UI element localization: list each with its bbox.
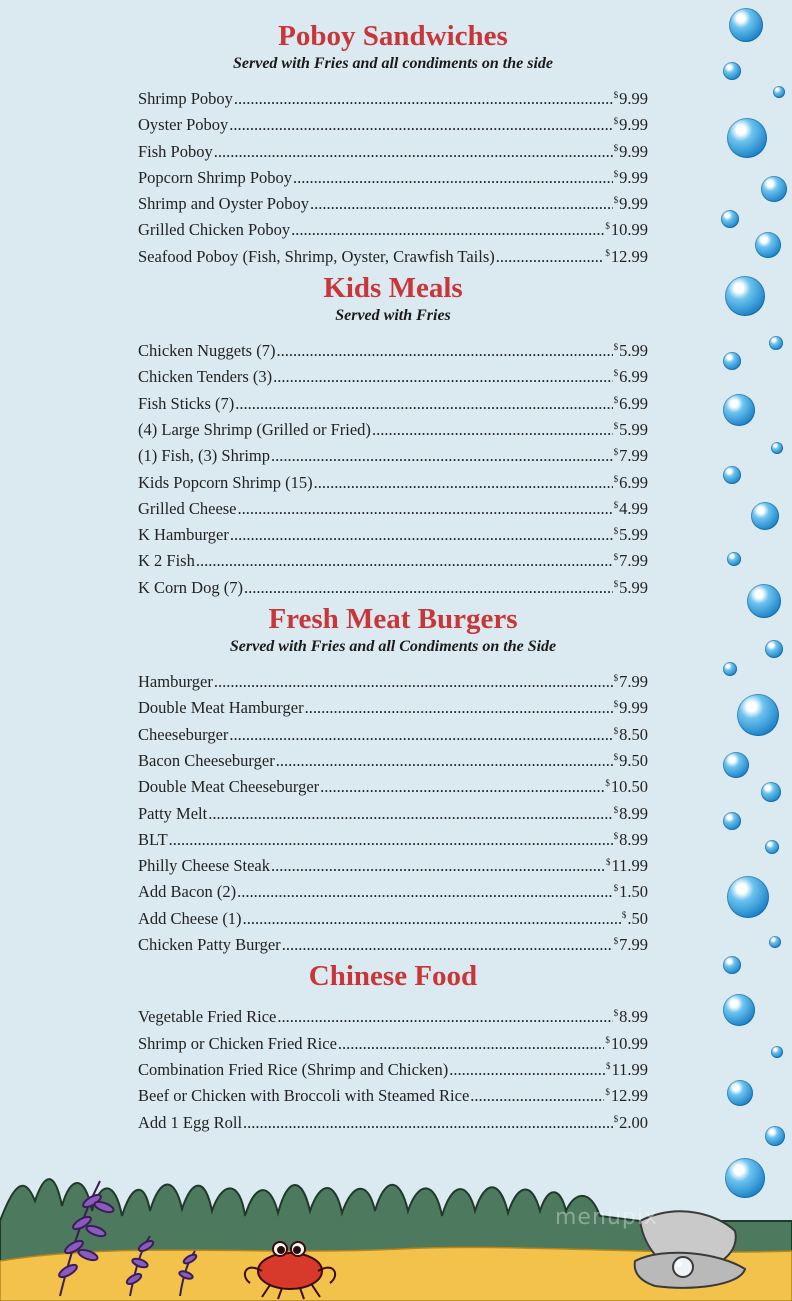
menu-item-name: Fish Sticks (7) (138, 393, 235, 413)
menu-item-name: Add Cheese (1) (138, 908, 242, 928)
menu-item (138, 413, 648, 439)
currency-symbol: $ (613, 830, 619, 841)
menu-item (138, 691, 648, 717)
menu-item-name: Bacon Cheeseburger (138, 750, 275, 770)
currency-symbol: $ (613, 420, 619, 431)
menu-item (138, 213, 648, 239)
bubble-icon (765, 1126, 785, 1146)
currency-symbol: $ (613, 552, 619, 563)
menu-item (138, 187, 648, 213)
dot-leader (208, 801, 612, 827)
bubbles-decoration (717, 0, 792, 1210)
section-title: Fresh Meat Burgers (268, 603, 518, 636)
dot-leader (496, 244, 605, 270)
menu-item-name: Shrimp Poboy (138, 89, 233, 108)
dot-leader (305, 695, 613, 721)
menu-item-name: BLT (138, 829, 168, 849)
price-value: 11.99 (611, 1059, 648, 1079)
currency-symbol: $ (605, 857, 611, 868)
price-value: 8.99 (619, 829, 648, 849)
currency-symbol: $ (605, 1034, 610, 1045)
dot-leader (314, 470, 613, 496)
currency-symbol: $ (605, 1087, 610, 1098)
menu-item-price (614, 1106, 648, 1136)
menu-item-name: (1) Fish, (3) Shrimp (138, 446, 270, 466)
section-title: Poboy Sandwiches (278, 20, 508, 52)
price-value: 1.50 (619, 882, 648, 902)
bubble-icon (769, 336, 783, 350)
menu-item (138, 1053, 648, 1079)
menu-item-name: Chicken Patty Burger (138, 935, 281, 955)
menu-item-name: Cheeseburger (138, 724, 229, 744)
bubble-icon (727, 552, 741, 566)
currency-symbol: $ (613, 1113, 619, 1124)
menu-item (138, 1106, 648, 1132)
dot-leader (291, 217, 604, 243)
dot-leader (169, 827, 613, 853)
dot-leader (214, 139, 613, 165)
dot-leader (230, 522, 613, 548)
menu-item (138, 928, 648, 954)
watermark: menupix (555, 1205, 658, 1230)
price-value: 8.50 (619, 724, 648, 744)
menu-item (138, 439, 648, 465)
currency-symbol: $ (613, 578, 619, 589)
menu-item-name: Patty Melt (138, 803, 208, 823)
price-value: 12.99 (610, 1086, 648, 1106)
menu-item (138, 571, 648, 597)
menu-item-name: Add Bacon (2) (138, 882, 237, 902)
currency-symbol: $ (613, 499, 619, 510)
menu-item-name: Hamburger (138, 672, 213, 692)
currency-symbol: $ (613, 883, 619, 894)
price-value: 9.99 (619, 698, 648, 718)
dot-leader (277, 1004, 612, 1030)
currency-symbol: $ (613, 116, 619, 127)
menu-item-name: Chicken Nuggets (7) (138, 341, 276, 361)
menu-item (138, 902, 648, 928)
menu-item-name: Seafood Poboy (Fish, Shrimp, Oyster, Crawfish Tails) (138, 246, 495, 266)
menu-item (138, 161, 648, 187)
price-value: 7.99 (619, 935, 648, 955)
menu-item-name: Philly Cheese Steak (138, 856, 270, 876)
currency-symbol: $ (613, 168, 619, 179)
bubble-icon (721, 210, 739, 228)
dot-leader (276, 748, 613, 774)
menu-item-name: K Hamburger (138, 525, 229, 545)
menu-item-name: Double Meat Hamburger (138, 698, 304, 718)
price-value: 12.99 (610, 246, 648, 266)
menu-item-name: (4) Large Shrimp (Grilled or Fried) (138, 419, 371, 439)
section-burgers (138, 601, 648, 954)
menu-item-name: Fish Poboy (138, 141, 213, 161)
dot-leader (282, 932, 613, 958)
dot-leader (243, 1110, 613, 1136)
bubble-icon (747, 584, 781, 618)
menu-item (138, 665, 648, 691)
seafloor-illustration (0, 1161, 792, 1301)
menu-item (138, 1027, 648, 1053)
dot-leader (310, 191, 613, 217)
bubble-icon (723, 752, 749, 778)
menu-item-name: K 2 Fish (138, 551, 195, 571)
bubble-icon (723, 812, 741, 830)
dot-leader (234, 86, 613, 112)
price-value: 9.99 (619, 141, 648, 161)
price-value: 9.99 (619, 194, 648, 214)
price-value: 7.99 (619, 672, 648, 692)
currency-symbol: $ (605, 778, 610, 789)
currency-symbol: $ (613, 90, 619, 100)
currency-symbol: $ (613, 751, 619, 762)
currency-symbol: $ (613, 1008, 619, 1019)
menu-item-name: Popcorn Shrimp Poboy (138, 167, 293, 187)
menu-item (138, 135, 648, 161)
menu-item (138, 360, 648, 386)
menu-item-name: K Corn Dog (7) (138, 577, 243, 597)
menu-item (138, 823, 648, 849)
menu-item (138, 82, 648, 108)
menu-item-name: Add 1 Egg Roll (138, 1112, 243, 1132)
bubble-icon (751, 502, 779, 530)
menu-item-name: Kids Popcorn Shrimp (15) (138, 472, 313, 492)
menu-item (138, 240, 648, 266)
price-value: 7.99 (619, 551, 648, 571)
menu-item (138, 744, 648, 770)
currency-symbol: $ (613, 526, 619, 537)
bubble-icon (725, 276, 765, 316)
price-value: .50 (627, 908, 648, 928)
bubble-icon (761, 782, 781, 802)
price-value: 2.00 (619, 1112, 648, 1132)
menu-item-name: Oyster Poboy (138, 115, 229, 135)
menu-item (138, 108, 648, 134)
menu-item-price (614, 928, 648, 958)
dot-leader (214, 669, 613, 695)
bubble-icon (765, 640, 783, 658)
dot-leader (238, 496, 613, 522)
menu-item (138, 466, 648, 492)
price-value: 5.99 (619, 419, 648, 439)
menu-item (138, 797, 648, 823)
dot-leader (271, 443, 613, 469)
section-title: Kids Meals (323, 272, 463, 305)
menu-item-name: Grilled Chicken Poboy (138, 220, 291, 240)
currency-symbol: $ (613, 473, 619, 484)
dot-leader (338, 1031, 604, 1057)
menu-item (138, 334, 648, 360)
section-subtitle: Served with Fries and all Condiments on the Side (229, 638, 557, 656)
menu-item (138, 518, 648, 544)
menu-item-name: Shrimp or Chicken Fried Rice (138, 1033, 337, 1053)
price-value: 5.99 (619, 341, 648, 361)
currency-symbol: $ (613, 699, 619, 710)
bubble-icon (765, 840, 779, 854)
menu (138, 18, 648, 1132)
bubble-icon (771, 1046, 783, 1058)
bubble-icon (723, 352, 741, 370)
menu-item (138, 387, 648, 413)
menu-item (138, 1079, 648, 1105)
section-subtitle: Served with Fries (335, 307, 451, 325)
dot-leader (273, 364, 612, 390)
menu-item-price (614, 571, 648, 601)
dot-leader (271, 853, 605, 879)
dot-leader (293, 165, 613, 191)
currency-symbol: $ (613, 447, 619, 458)
price-value: 6.99 (619, 367, 648, 387)
menu-item (138, 875, 648, 901)
price-value: 6.99 (619, 393, 648, 413)
menu-item (138, 544, 648, 570)
dot-leader (244, 575, 613, 601)
currency-symbol: $ (613, 936, 619, 947)
price-value: 6.99 (619, 472, 648, 492)
bubble-icon (755, 232, 781, 258)
price-value: 8.99 (619, 1007, 648, 1027)
bubble-icon (723, 62, 741, 80)
menu-item-name: Combination Fried Rice (Shrimp and Chicken) (138, 1059, 449, 1079)
price-value: 8.99 (619, 803, 648, 823)
section-subtitle: Served with Fries and all condiments on the side (232, 55, 554, 72)
menu-item (138, 492, 648, 518)
price-value: 9.50 (619, 750, 648, 770)
dot-leader (470, 1083, 604, 1109)
menu-item (138, 718, 648, 744)
section-poboy (138, 18, 648, 266)
bubble-icon (723, 662, 737, 676)
menu-item-name: Vegetable Fried Rice (138, 1007, 277, 1027)
bubble-icon (727, 1080, 753, 1106)
dot-leader (229, 112, 612, 138)
bubble-icon (771, 442, 783, 454)
bubble-icon (723, 994, 755, 1026)
section-chinese-food (138, 958, 648, 1131)
menu-item-name: Beef or Chicken with Broccoli with Steamed Rice (138, 1086, 470, 1106)
dot-leader (237, 879, 613, 905)
currency-symbol: $ (605, 247, 610, 258)
section-title: Chinese Food (308, 960, 478, 993)
menu-item (138, 849, 648, 875)
menu-item-name: Chicken Tenders (3) (138, 367, 273, 387)
menu-item-name: Double Meat Cheeseburger (138, 777, 320, 797)
price-value: 10.99 (610, 220, 648, 240)
price-value: 10.50 (610, 777, 648, 797)
dot-leader (449, 1057, 605, 1083)
currency-symbol: $ (605, 1060, 611, 1071)
currency-symbol: $ (613, 673, 619, 684)
bubble-icon (723, 394, 755, 426)
dot-leader (320, 774, 604, 800)
price-value: 5.99 (619, 577, 648, 597)
bubble-icon (723, 956, 741, 974)
bubble-icon (761, 176, 787, 202)
price-value: 4.99 (619, 498, 648, 518)
bubble-icon (737, 694, 779, 736)
currency-symbol: $ (613, 804, 619, 815)
price-value: 10.99 (610, 1033, 648, 1053)
section-kids-meals (138, 270, 648, 597)
menu-item-name: Grilled Cheese (138, 498, 237, 518)
currency-symbol: $ (613, 142, 619, 153)
bubble-icon (723, 466, 741, 484)
currency-symbol: $ (613, 195, 619, 206)
dot-leader (372, 417, 613, 443)
currency-symbol: $ (613, 394, 619, 405)
currency-symbol: $ (621, 909, 627, 920)
price-value: 9.99 (619, 167, 648, 187)
price-value: 11.99 (611, 856, 648, 876)
currency-symbol: $ (613, 368, 619, 379)
bubble-icon (773, 86, 785, 98)
bubble-icon (729, 8, 763, 42)
menu-item-name: Shrimp and Oyster Poboy (138, 194, 309, 214)
menu-item (138, 1000, 648, 1026)
currency-symbol: $ (613, 342, 619, 353)
dot-leader (276, 338, 612, 364)
bubble-icon (727, 876, 769, 918)
bubble-icon (727, 118, 767, 158)
currency-symbol: $ (613, 725, 619, 736)
dot-leader (235, 391, 612, 417)
dot-leader (243, 906, 621, 932)
menu-item (138, 770, 648, 796)
bubble-icon (769, 936, 781, 948)
price-value: 9.99 (619, 89, 648, 108)
price-value: 5.99 (619, 525, 648, 545)
price-value: 9.99 (619, 115, 648, 135)
dot-leader (196, 548, 613, 574)
dot-leader (229, 722, 612, 748)
menu-item-price (605, 240, 648, 270)
price-value: 7.99 (619, 446, 648, 466)
currency-symbol: $ (605, 221, 610, 232)
